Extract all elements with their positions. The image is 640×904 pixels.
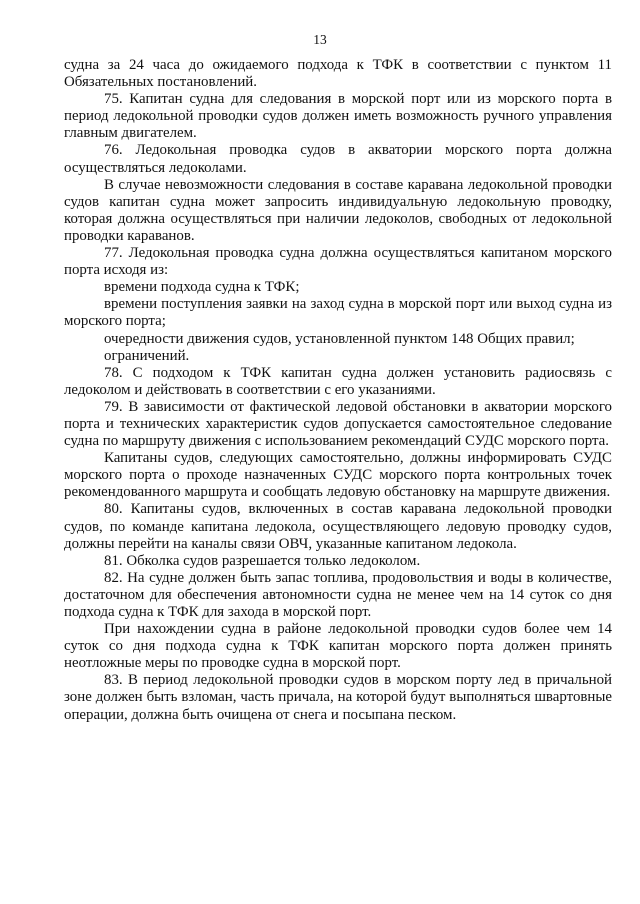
- paragraph-77-item-request-time: времени поступления заявки на заход судна в морской порт или выход судна из морского порта;: [64, 296, 612, 330]
- paragraph-76: 76. Ледокольная проводка судов в акватории морского порта должна осуществляться ледоколами.: [64, 142, 612, 176]
- paragraph-78: 78. С подходом к ТФК капитан судна должен установить радиосвязь с ледоколом и действовать в соответствии с его указаниями.: [64, 364, 612, 398]
- paragraph-77-item-approach-time: времени подхода судна к ТФК;: [104, 279, 300, 296]
- paragraph-80: 80. Капитаны судов, включенных в состав каравана ледокольной проводки судов, по команде капитана ледокола, осуществляющего ледовую проводку судов, должны перейти на каналы связи ОВЧ, указанные капитаном ледокола.: [64, 501, 612, 552]
- paragraph-79: 79. В зависимости от фактической ледовой обстановки в акватории морского порта и технических характеристик судов допускается самостоятельное следование судна по маршруту движения с использованием рекомендаций СУДС морского порта.: [64, 398, 612, 450]
- paragraph-77-item-traffic-order: очередности движения судов, установленной пунктом 148 Общих правил;: [104, 330, 575, 347]
- page-number: 13: [313, 32, 327, 47]
- paragraph-77-item-restrictions: ограничений.: [104, 347, 190, 364]
- paragraph-79-independent-vessels: Капитаны судов, следующих самостоятельно, должны информировать СУДС морского порта о проходе назначенных СУДС морского порта контрольных точек рекомендованного маршрута и сообщать ледовую обстановку на маршруте движения.: [64, 450, 612, 501]
- paragraph-83: 83. В период ледокольной проводки судов в морском порту лед в причальной зоне должен быть взломан, часть причала, на которой будут выполняться швартовные операции, должна быть очищена от снега и посыпана песком.: [64, 672, 612, 723]
- paragraph-81: 81. Обколка судов разрешается только ледоколом.: [104, 552, 421, 569]
- paragraph-77: 77. Ледокольная проводка судна должна осуществляться капитаном морского порта исходя из:: [64, 245, 612, 279]
- paragraph-82: 82. На судне должен быть запас топлива, продовольствия и воды в количестве, достаточном для обеспечения автономности судна не менее чем на 14 суток со дня подхода судна к ТФК для захода в морской порт.: [64, 569, 612, 620]
- paragraph-continuation: судна за 24 часа до ожидаемого подхода к ТФК в соответствии с пунктом 11 Обязательных постановлений.: [64, 57, 612, 91]
- paragraph-76-individual-escort: В случае невозможности следования в составе каравана ледокольной проводки судов капитан судна может запросить индивидуальную ледокольную проводку, которая должна осуществляться при наличии ледоколов, свободных от ледокольной проводки караванов.: [64, 176, 612, 244]
- paragraph-82-extended-stay: При нахождении судна в районе ледокольной проводки судов более чем 14 суток со дня подхода судна к ТФК капитан морского порта должен принять неотложные меры по проводке судна в морской порт.: [64, 621, 612, 672]
- paragraph-75: 75. Капитан судна для следования в морской порт или из морского порта в период ледокольной проводки судов должен иметь возможность ручного управления главным двигателем.: [64, 91, 612, 142]
- document-body: [64, 57, 612, 724]
